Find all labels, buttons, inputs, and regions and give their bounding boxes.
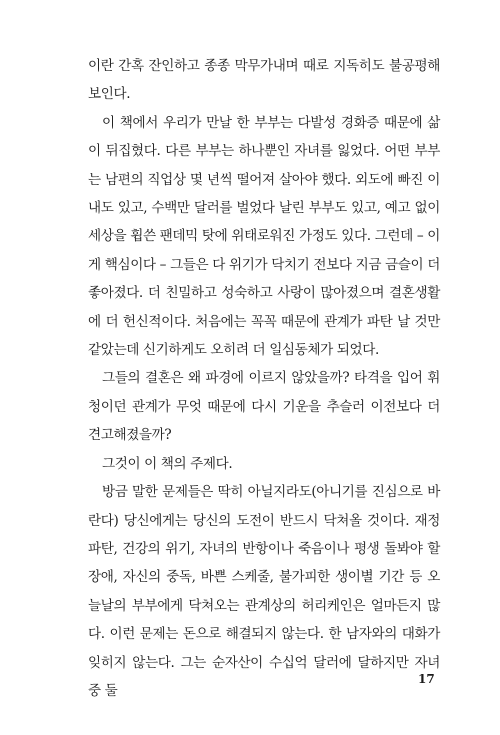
paragraph-question: 그들의 결혼은 왜 파경에 이르지 않았을까? 타격을 입어 휘청이던 관계가 무엇 때문에 다시 기운을 추슬러 이전보다 더 견고해졌을까? bbox=[88, 370, 440, 444]
paragraph-challenges: 방금 말한 문제들은 딱히 아닐지라도(아니기를 진심으로 바란다) 당신에게는 당신의 도전이 반드시 닥쳐올 것이다. 재정 파탄, 건강의 위기, 자녀의 반항이나 죽음이나 평생 돌봐야 할 장애, 자신의 중독, 바쁜 스케줄, 불가피한 생이별 기간 등 오늘날의 부부에게 닥쳐오는 관계상의 허리케인은 얼마든지 많다. 이런 문제는 돈으로 해결되지 않는다. 한 남자와의 대화가 잊히지 않는다. 그는 순자산이 수십억 달러에 달하지만 자녀 중 둘 bbox=[88, 484, 440, 699]
page-number: 17 bbox=[418, 672, 435, 686]
paragraph-theme: 그것이 이 책의 주제다. bbox=[102, 455, 233, 472]
paragraph-continued: 이란 간혹 잔인하고 종종 막무가내며 때로 지독히도 불공평해 보인다. bbox=[88, 58, 440, 103]
body-text bbox=[88, 52, 440, 705]
paragraph-couples-crises: 이 책에서 우리가 만날 한 부부는 다발성 경화증 때문에 삶이 뒤집혔다. 다른 부부는 하나뿐인 자녀를 잃었다. 어떤 부부는 남편의 직업상 몇 년씩 떨어져 살아야 했다. 외도에 빠진 이내도 있고, 수백만 달러를 벌었다 날린 부부도 있고, 예고 없이 세상을 휩쓴 팬데믹 탓에 위태로워진 가정도 있다. 그런데 – 이게 핵심이다 – 그들은 다 위기가 닥치기 전보다 지금 금슬이 더 좋아졌다. 더 친밀하고 성숙하고 사랑이 많아졌으며 결혼생활에 더 헌신적이다. 처음에는 꼭꼭 때문에 관계가 파탄 날 것만 같았는데 신기하게도 오히려 더 일심동체가 되었다. bbox=[88, 114, 440, 359]
